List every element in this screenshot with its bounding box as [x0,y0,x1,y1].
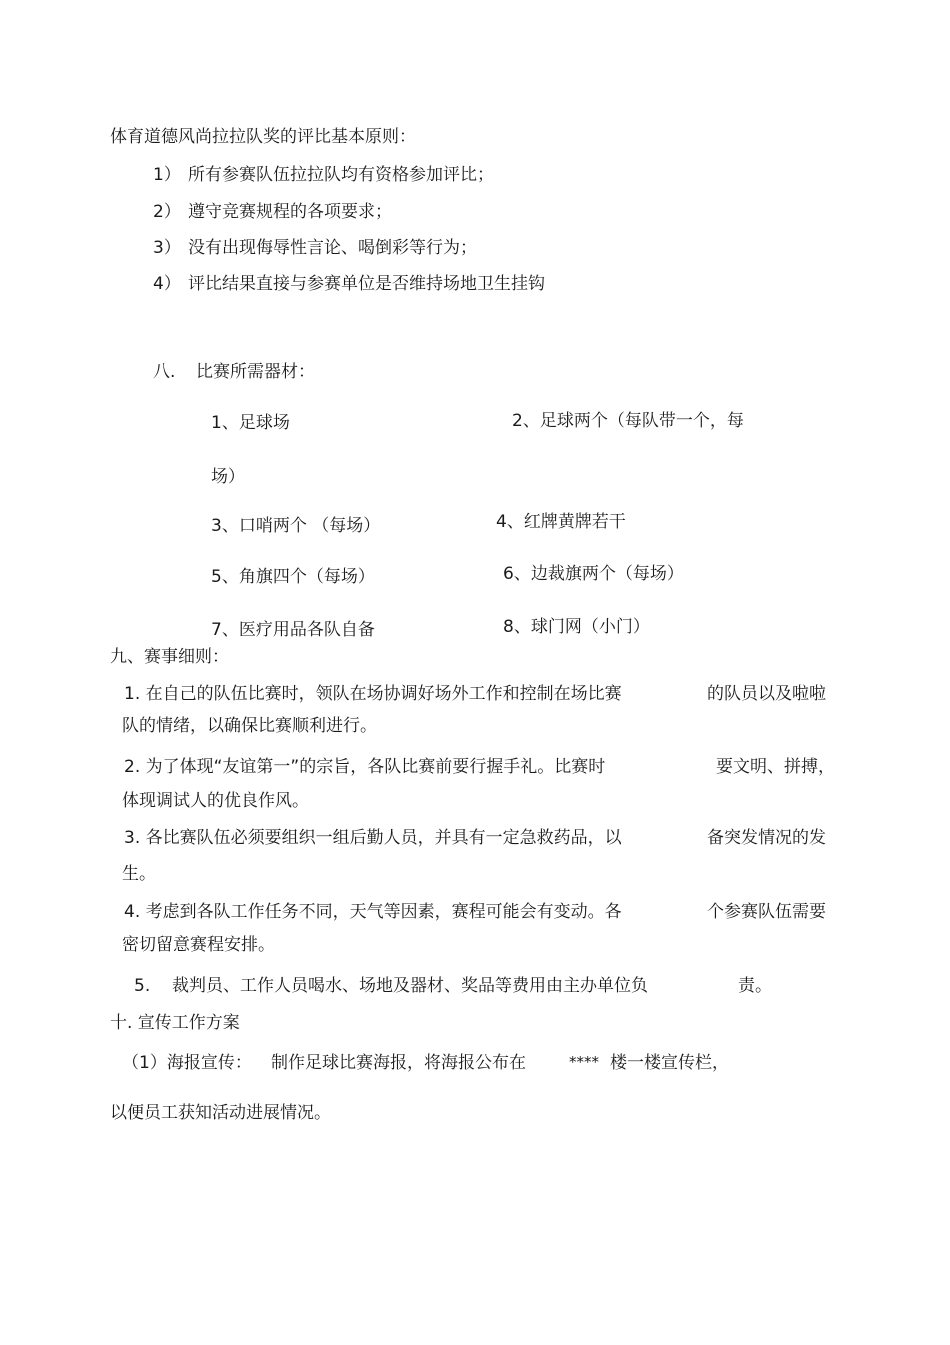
principle-number: 4） [153,274,181,294]
principle-text: 所有参赛队伍拉拉队均有资格参加评比； [188,165,494,185]
publicity-text: 以便员工获知活动进展情况。 [110,1103,331,1123]
rule-text: 责。 [738,976,772,996]
rule-text: 的队员以及啦啦 [707,684,826,704]
equipment-item: 7、医疗用品各队自备 [211,620,375,640]
equipment-item: 4、红牌黄牌若干 [496,512,626,532]
publicity-heading: 十. 宣传工作方案 [110,1013,240,1033]
equipment-item: 1、足球场 [211,413,290,433]
rule-text: 3. 各比赛队伍必须要组织一组后勤人员，并具有一定急救药品，以 [124,828,622,848]
equipment-item: 5、角旗四个（每场） [211,567,375,587]
equipment-heading: 比赛所需器材： [196,362,315,382]
principle-number: 1） [153,165,181,185]
rule-text: 队的情绪，以确保比赛顺利进行。 [122,716,377,736]
rule-text: 密切留意赛程安排。 [122,935,275,955]
rule-text: 备突发情况的发 [707,828,826,848]
publicity-text: 楼一楼宣传栏， [610,1053,729,1073]
equipment-item: 2、足球两个（每队带一个，每 [512,411,744,431]
principles-heading: 体育道德风尚拉拉队奖的评比基本原则： [110,127,416,147]
equipment-item: 8、球门网（小门） [503,617,650,637]
rule-text: 体现调试人的优良作风。 [122,791,309,811]
principle-number: 2） [153,202,181,222]
publicity-text: 制作足球比赛海报，将海报公布在 [271,1053,526,1073]
rule-text: 1. 在自己的队伍比赛时，领队在场协调好场外工作和控制在场比赛 [124,684,622,704]
rule-text: 4. 考虑到各队工作任务不同，天气等因素，赛程可能会有变动。各 [124,902,622,922]
equipment-item: 6、边裁旗两个（每场） [503,564,684,584]
rules-heading: 九、赛事细则： [110,647,229,667]
rule-text: 要文明、拼搏， [716,757,835,777]
equipment-item: 3、口哨两个 （每场） [211,516,381,536]
equipment-item-continuation: 场） [211,467,245,487]
rule-text: 生。 [122,864,156,884]
principle-text: 遵守竞赛规程的各项要求； [188,202,392,222]
rule-text: 裁判员、工作人员喝水、场地及器材、奖品等费用由主办单位负 [172,976,648,996]
publicity-building: **** [569,1053,599,1071]
principle-number: 3） [153,238,181,258]
principle-text: 没有出现侮辱性言论、喝倒彩等行为； [188,238,477,258]
publicity-label: （1）海报宣传： [122,1053,252,1073]
rule-number: 5. [134,976,151,996]
equipment-heading-number: 八. [153,362,176,382]
rule-text: 2. 为了体现“友谊第一”的宗旨，各队比赛前要行握手礼。比赛时 [124,757,606,777]
rule-text: 个参赛队伍需要 [707,902,826,922]
principle-text: 评比结果直接与参赛单位是否维持场地卫生挂钩 [188,274,545,294]
